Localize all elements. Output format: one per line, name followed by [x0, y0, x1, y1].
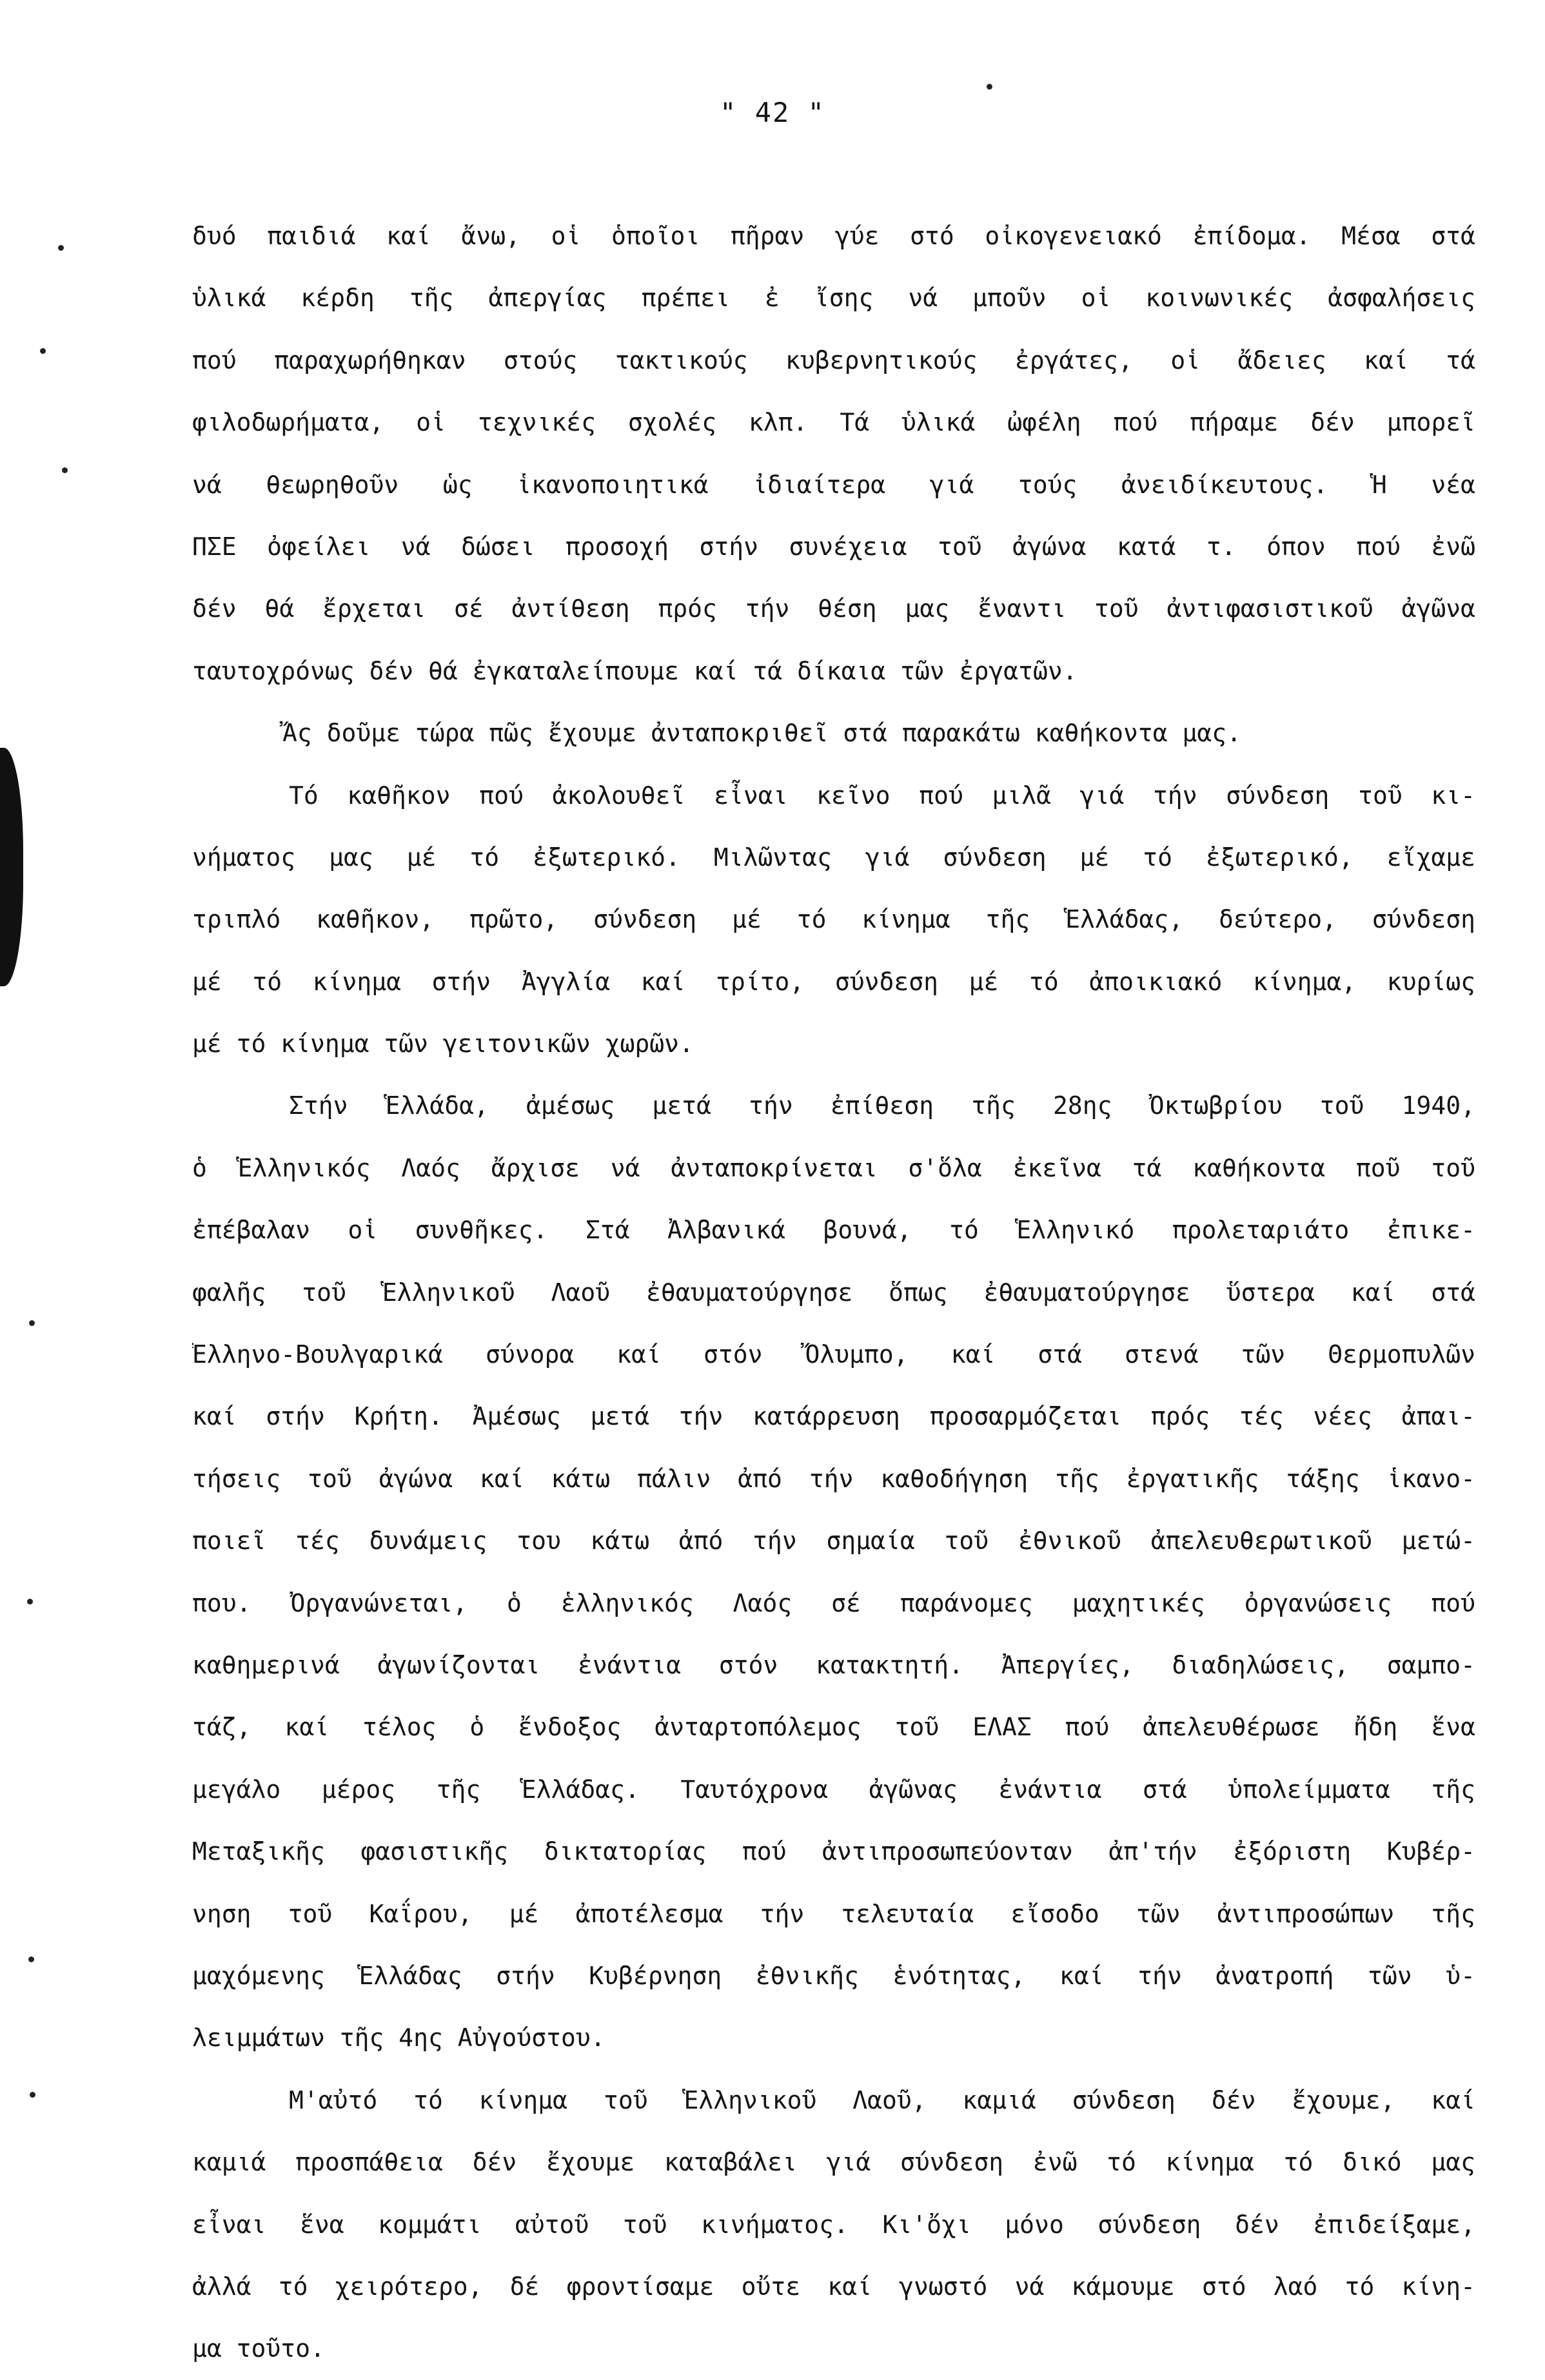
page-number: " 42 " — [720, 97, 825, 128]
text-line: φιλοδωρήματα, οἱ τεχνικές σχολές κλπ. Τά ὑλικά ὠφέλη πού πήραμε δέν μπορεῖ — [192, 408, 1475, 437]
scan-speck — [28, 1956, 34, 1962]
text-line: ποιεῖ τές δυνάμεις του κάτω ἀπό τήν σημαία τοῦ ἐθνικοῦ ἀπελευθερωτικοῦ μετώ- — [192, 1527, 1475, 1556]
text-line: Τό καθῆκον πού ἀκολουθεῖ εἶναι κεῖνο πού μιλᾶ γιά τήν σύνδεση τοῦ κι- — [289, 781, 1475, 810]
text-line: Ἄς δοῦμε τώρα πῶς ἔχουμε ἀνταποκριθεῖ στά παρακάτω καθήκοντα μας. — [282, 719, 1242, 748]
text-line: τάζ, καί τέλος ὁ ἔνδοξος ἀνταρτοπόλεμος τοῦ ΕΛΑΣ πού ἀπελευθέρωσε ἤδη ἕνα — [192, 1713, 1475, 1742]
text-line: ὁ Ἑλληνικός Λαός ἄρχισε νά ἀνταποκρίνεται σ'ὅλα ἐκεῖνα τά καθήκοντα ποῦ τοῦ — [192, 1153, 1475, 1182]
scan-speck — [30, 2092, 35, 2098]
text-line: τήσεις τοῦ ἀγώνα καί κάτω πάλιν ἀπό τήν καθοδήγηση τῆς ἐργατικῆς τάξης ἱκανο- — [192, 1464, 1475, 1493]
text-line: μέ τό κίνημα τῶν γειτονικῶν χωρῶν. — [192, 1029, 694, 1058]
text-line: ἀλλά τό χειρότερο, δέ φροντίσαμε οὔτε καί γνωστό νά κάμουμε στό λαό τό κίνη- — [192, 2272, 1475, 2301]
text-line: ταυτοχρόνως δέν θά ἐγκαταλείπουμε καί τά δίκαια τῶν ἐργατῶν. — [192, 656, 1078, 685]
scan-speck — [29, 1320, 35, 1326]
document-body — [192, 205, 1475, 2380]
text-line: δυό παιδιά καί ἄνω, οἱ ὁποῖοι πῆραν γύε στό οἰκογενειακό ἐπίδομα. Μέσα στά — [192, 222, 1475, 250]
text-line: νηση τοῦ Καΐρου, μέ ἀποτέλεσμα τήν τελευταία εἴσοδο τῶν ἀντιπροσώπων τῆς — [192, 1899, 1475, 1928]
text-line: νά θεωρηθοῦν ὡς ἱκανοποιητικά ἰδιαίτερα γιά τούς ἀνειδίκευτους. Ἡ νέα — [192, 470, 1475, 499]
text-line: ἐπέβαλαν οἱ συνθῆκες. Στά Ἀλβανικά βουνά, τό Ἑλληνικό προλεταριάτο ἐπικε- — [192, 1216, 1475, 1245]
text-line: μεγάλο μέρος τῆς Ἑλλάδας. Ταυτόχρονα ἀγῶνας ἐνάντια στά ὑπολείμματα τῆς — [192, 1775, 1475, 1804]
text-line: Μ'αὐτό τό κίνημα τοῦ Ἑλληνικοῦ Λαοῦ, καμιά σύνδεση δέν ἔχουμε, καί — [289, 2085, 1475, 2114]
text-line: λειμμάτων τῆς 4ης Αὐγούστου. — [192, 2024, 605, 2053]
text-line: μαχόμενης Ἑλλάδας στήν Κυβέρνηση ἐθνικῆς ἑνότητας, καί τήν ἀνατροπή τῶν ὑ- — [192, 1961, 1475, 1990]
text-line: πού παραχωρήθηκαν στούς τακτικούς κυβερνητικούς ἐργάτες, οἱ ἄδειες καί τά — [192, 346, 1475, 375]
text-line: καί στήν Κρήτη. Ἀμέσως μετά τήν κατάρρευση προσαρμόζεται πρός τές νέες ἀπαι- — [192, 1402, 1475, 1431]
text-line: ΠΣΕ ὀφείλει νά δώσει προσοχή στήν συνέχεια τοῦ ἀγώνα κατά τ. όπον πού ἐνῶ — [192, 532, 1475, 561]
scan-speck — [27, 1599, 33, 1605]
text-line: νήματος μας μέ τό ἐξωτερικό. Μιλῶντας γιά σύνδεση μέ τό ἐξωτερικό, εἴχαμε — [192, 843, 1475, 872]
text-line: δέν θά ἔρχεται σέ ἀντίθεση πρός τήν θέση μας ἔναντι τοῦ ἀντιφασιστικοῦ ἀγῶνα — [192, 594, 1475, 623]
scan-speck — [987, 84, 992, 90]
text-line: καμιά προσπάθεια δέν ἔχουμε καταβάλει γιά σύνδεση ἐνῶ τό κίνημα τό δικό μας — [192, 2148, 1475, 2177]
text-line: Στήν Ἑλλάδα, ἀμέσως μετά τήν ἐπίθεση τῆς 28ης Ὀκτωβρίου τοῦ 1940, — [289, 1091, 1475, 1120]
text-line: μέ τό κίνημα στήν Ἀγγλία καί τρίτο, σύνδεση μέ τό ἀποικιακό κίνημα, κυρίως — [192, 967, 1475, 996]
text-line: μα τοῦτο. — [192, 2334, 325, 2363]
text-line: Μεταξικῆς φασιστικῆς δικτατορίας πού ἀντιπροσωπεύονταν ἀπ'τήν ἐξόριστη Κυβέρ- — [192, 1837, 1475, 1866]
text-line: που. Ὀργανώνεται, ὁ ἑλληνικός Λαός σέ παράνομες μαχητικές ὀργανώσεις πού — [192, 1588, 1475, 1617]
scan-speck — [58, 245, 64, 251]
scan-edge-blot — [0, 748, 23, 986]
text-line: εἶναι ἕνα κομμάτι αὐτοῦ τοῦ κινήματος. Κι'ὄχι μόνο σύνδεση δέν ἐπιδείξαμε, — [192, 2210, 1475, 2239]
text-line: τριπλό καθῆκον, πρῶτο, σύνδεση μέ τό κίνημα τῆς Ἑλλάδας, δεύτερο, σύνδεση — [192, 905, 1475, 934]
scan-speck — [62, 467, 68, 473]
scan-speck — [40, 348, 46, 354]
text-line: Ἑλληνο-Βουλγαρικά σύνορα καί στόν Ὄλυμπο, καί στά στενά τῶν Θερμοπυλῶν — [192, 1340, 1475, 1369]
text-line: φαλῆς τοῦ Ἑλληνικοῦ Λαοῦ ἐθαυματούργησε ὅπως ἐθαυματούργησε ὕστερα καί στά — [192, 1278, 1475, 1307]
text-line: ὑλικά κέρδη τῆς ἀπεργίας πρέπει ἐ ἴσης νά μποῦν οἱ κοινωνικές ἀσφαλήσεις — [192, 284, 1475, 313]
text-line: καθημερινά ἀγωνίζονται ἐνάντια στόν κατακτητή. Ἀπεργίες, διαδηλώσεις, σαμπο- — [192, 1650, 1475, 1679]
